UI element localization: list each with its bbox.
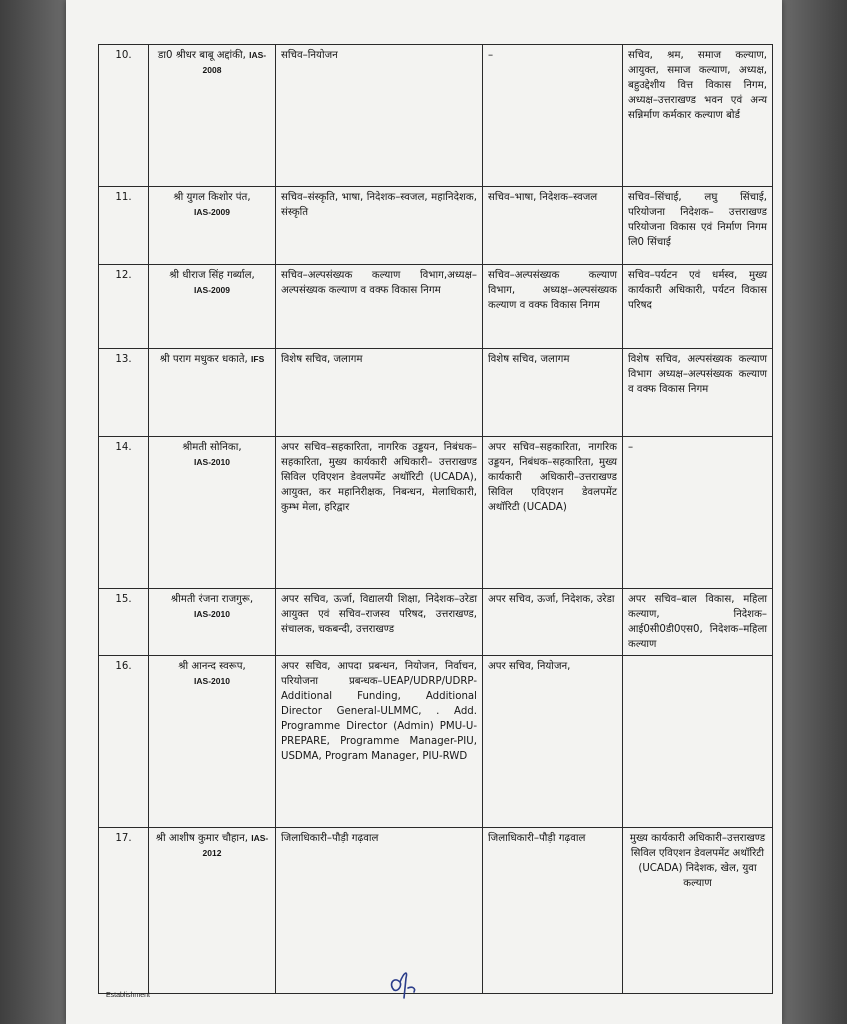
new-posting	[623, 656, 773, 828]
new-posting: सचिव–सिंचाई, लघु सिंचाई, परियोजना निदेशक– उत्तराखण्ड परियोजना विकास एवं निर्माण निगम लि0 सिंचाई	[623, 187, 773, 265]
officer-name-cell	[149, 349, 276, 437]
present-posting: सचिव–संस्कृति, भाषा, निदेशक–स्वजल, महानिदेशक, संस्कृति	[276, 187, 483, 265]
retained-posting: अपर सचिव–सहकारिता, नागरिक उड्डयन, निबंधक–सहकारिता, मुख्य कार्यकारी अधिकारी–उत्तराखण्ड सिविल एविएशन डेवलपमेंट अथॉरिटी (UCADA)	[483, 437, 623, 589]
retained-posting: अपर सचिव, ऊर्जा, निदेशक, उरेडा	[483, 589, 623, 656]
table-row	[99, 589, 773, 656]
officer-cadre: IAS-2012	[202, 833, 269, 858]
officer-cadre: IAS-2009	[194, 285, 230, 295]
footer-label: Establishment	[106, 992, 150, 999]
table-row	[99, 45, 773, 187]
officer-name-cell	[149, 187, 276, 265]
officer-name: श्रीमती रंजना राजगुरू,	[170, 594, 254, 605]
retained-posting: –	[483, 45, 623, 187]
retained-posting: सचिव–भाषा, निदेशक–स्वजल	[483, 187, 623, 265]
scan-background-right	[779, 0, 847, 1024]
serial-number: 14.	[99, 437, 149, 589]
officer-name-cell	[149, 589, 276, 656]
officer-cadre: IAS-2009	[194, 207, 230, 217]
present-posting: अपर सचिव–सहकारिता, नागरिक उड्डयन, निबंधक–सहकारिता, मुख्य कार्यकारी अधिकारी– उत्तराखण्ड सिविल एविएशन डेवलपमेंट अथॉरिटी (UCADA), आयुक्त, कर महानिरीक्षक, निबन्धन, मेलाधिकारी, कुम्भ मेला, हरिद्वार	[276, 437, 483, 589]
serial-number: 16.	[99, 656, 149, 828]
officer-name: श्री पराग मधुकर धकाते,	[159, 354, 248, 365]
serial-number: 11.	[99, 187, 149, 265]
retained-posting: अपर सचिव, नियोजन,	[483, 656, 623, 828]
officer-name: श्री आशीष कुमार चौहान,	[155, 833, 248, 844]
table-row	[99, 656, 773, 828]
table-row	[99, 828, 773, 994]
table-row	[99, 437, 773, 589]
present-posting: विशेष सचिव, जलागम	[276, 349, 483, 437]
serial-number: 15.	[99, 589, 149, 656]
officer-name-cell	[149, 828, 276, 994]
officer-cadre: IAS-2010	[194, 676, 230, 686]
new-posting: –	[623, 437, 773, 589]
table-row	[99, 187, 773, 265]
retained-posting: विशेष सचिव, जलागम	[483, 349, 623, 437]
document-page	[66, 0, 782, 1024]
new-posting: मुख्य कार्यकारी अधिकारी–उत्तराखण्ड सिविल एविएशन डेवलपमेंट अथॉरिटी (UCADA) निदेशक, खेल, युवा कल्याण	[623, 828, 773, 994]
present-posting: अपर सचिव, ऊर्जा, विद्यालयी शिक्षा, निदेशक–उरेडा आयुक्त एवं सचिव–राजस्व परिषद, उत्तराखण्ड, संचालक, चकबन्दी, उत्तराखण्ड	[276, 589, 483, 656]
officer-name-cell	[149, 265, 276, 349]
officer-cadre: IFS	[251, 354, 265, 364]
officer-name-cell	[149, 437, 276, 589]
new-posting: सचिव, श्रम, समाज कल्याण, आयुक्त, समाज कल्याण, अध्यक्ष, बहुउद्देशीय वित्त विकास निगम, अध्यक्ष–उत्तराखण्ड भवन एवं अन्य सन्निर्माण कर्मकार कल्याण बोर्ड	[623, 45, 773, 187]
scan-background-left	[0, 0, 68, 1024]
present-posting: सचिव–नियोजन	[276, 45, 483, 187]
officer-name: श्रीमती सोनिका,	[182, 442, 242, 453]
serial-number: 17.	[99, 828, 149, 994]
officer-name: श्री युगल किशोर पंत,	[173, 192, 251, 203]
officer-name: श्री धीराज सिंह गर्ब्याल,	[169, 270, 255, 281]
posting-table	[98, 44, 773, 994]
new-posting: विशेष सचिव, अल्पसंख्यक कल्याण विभाग अध्यक्ष–अल्पसंख्यक कल्याण व वक्फ विकास निगम	[623, 349, 773, 437]
new-posting: सचिव–पर्यटन एवं धर्मस्व, मुख्य कार्यकारी अधिकारी, पर्यटन विकास परिषद	[623, 265, 773, 349]
present-posting: अपर सचिव, आपदा प्रबन्धन, नियोजन, निर्वाचन, परियोजना प्रबन्धक–UEAP/UDRP/UDRP-Additional Funding, Additional Director General-ULMMC, . Add. Programme Director (Admin) PMU-U-PREPARE, Programme Manager-PIU, USDMA, Program Manager, PIU-RWD	[276, 656, 483, 828]
present-posting: सचिव–अल्पसंख्यक कल्याण विभाग,अध्यक्ष–अल्पसंख्यक कल्याण व वक्फ विकास निगम	[276, 265, 483, 349]
officer-name: श्री आनन्द स्वरूप,	[178, 661, 246, 672]
serial-number: 12.	[99, 265, 149, 349]
posting-table-body	[99, 45, 773, 994]
handwritten-signature	[384, 966, 424, 1002]
officer-cadre: IAS-2008	[202, 50, 267, 75]
officer-cadre: IAS-2010	[194, 457, 230, 467]
new-posting: अपर सचिव–बाल विकास, महिला कल्याण, निदेशक–आई0सी0डी0एस0, निदेशक–महिला कल्याण	[623, 589, 773, 656]
officer-name-cell	[149, 656, 276, 828]
officer-name: डा0 श्रीधर बाबू अद्दांकी,	[157, 50, 246, 61]
retained-posting: सचिव–अल्पसंख्यक कल्याण विभाग, अध्यक्ष–अल्पसंख्यक कल्याण व वक्फ विकास निगम	[483, 265, 623, 349]
present-posting: जिलाधिकारी–पौड़ी गढ़वाल	[276, 828, 483, 994]
serial-number: 10.	[99, 45, 149, 187]
table-row	[99, 265, 773, 349]
retained-posting: जिलाधिकारी–पौड़ी गढ़वाल	[483, 828, 623, 994]
officer-cadre: IAS-2010	[194, 609, 230, 619]
serial-number: 13.	[99, 349, 149, 437]
table-row	[99, 349, 773, 437]
officer-name-cell	[149, 45, 276, 187]
